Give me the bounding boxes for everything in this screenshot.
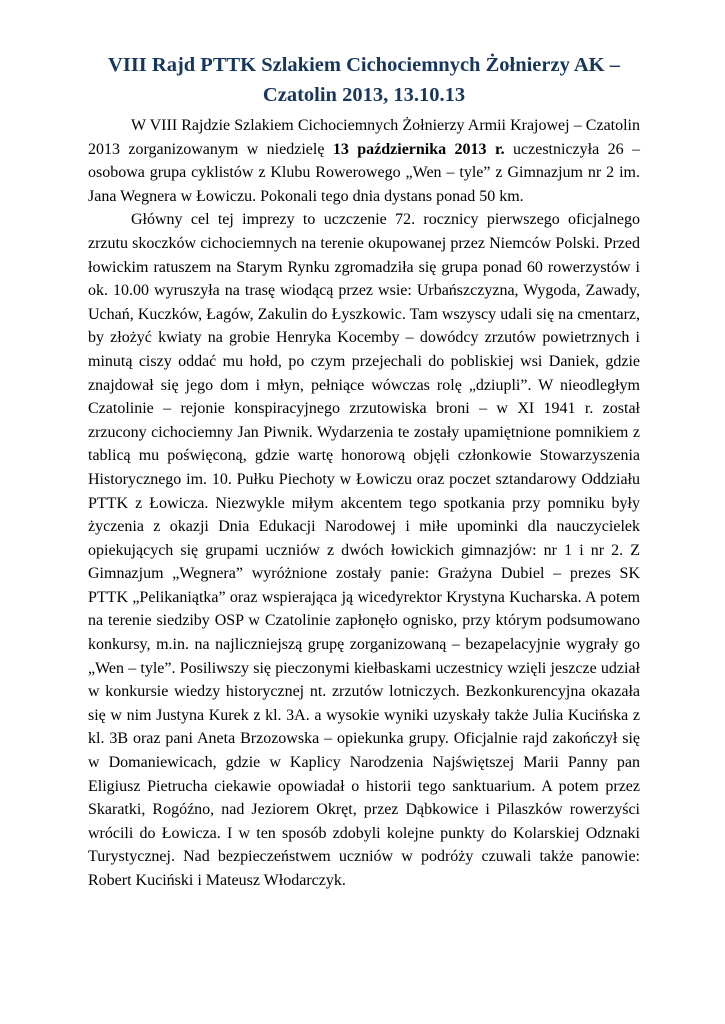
intro-text-start: W VIII Rajdzie Szlakiem Cichociemnych Żołnierzy Armii Krajowej – Czatolin 2013 zorganizowanym w niedzielę (88, 117, 640, 158)
title-line-2: Czatolin 2013, 13.10.13 (262, 84, 466, 106)
page-title (88, 50, 640, 110)
title-line-1: VIII Rajd PTTK Szlakiem Cichociemnych Żołnierzy AK – (108, 54, 620, 76)
paragraph-intro (88, 114, 640, 208)
paragraph-main: Główny cel tej imprezy to uczczenie 72. rocznicy pierwszego oficjalnego zrzutu skoczków cichociemnych na terenie okupowanej przez Niemców Polski. Przed łowickim ratuszem na Starym Rynku zgromadziła się grupa ponad 60 rowerzystów i ok. 10.00 wyruszyła na trasę wiodącą przez wsie: Urbańszczyzna, Wygoda, Zawady, Uchań, Kuczków, Łagów, Zakulin do Łyszkowic. Tam wszyscy udali się na cmentarz, by złożyć kwiaty na grobie Henryka Kocemby – dowódcy zrzutów powietrznych i minutą ciszy oddać mu hołd, po czym przejechali do pobliskiej wsi Daniek, gdzie znajdował się jego dom i młyn, pełniące wówczas rolę „dziupli”. W nieodległym Czatolinie – rejonie konspiracyjnego zrzutowiska broni – w XI 1941 r. został zrzucony cichociemny Jan Piwnik. Wydarzenia te zostały upamiętnione pomnikiem z tablicą mu poświęconą, gdzie wartę honorową objęli członkowie Stowarzyszenia Historycznego im. 10. Pułku Piechoty w Łowiczu oraz poczet sztandarowy Oddziału PTTK z Łowicza. Niezwykle miłym akcentem tego spotkania przy pomniku były życzenia z okazji Dnia Edukacji Narodowej i miłe upominki dla nauczycielek opiekujących się grupami uczniów z dwóch łowickich gimnazjów: nr 1 i nr 2. Z Gimnazjum „Wegnera” wyróżnione zostały panie: Grażyna Dubiel – prezes SK PTTK „Pelikaniątka” oraz wspierająca ją wicedyrektor Krystyna Kucharska. A potem na terenie siedziby OSP w Czatolinie zapłonęło ognisko, przy którym podsumowano konkursy, m.in. na najliczniejszą grupę zorganizowaną – bezapelacyjnie wygrały go „Wen – tyle”. Posiliwszy się pieczonymi kiełbaskami uczestnicy wzięli jeszcze udział w konkursie wiedzy historycznej nt. zrzutów lotniczych. Bezkonkurencyjna okazała się w nim Justyna Kurek z kl. 3A. a wysokie wyniki uzyskały także Julia Kucińska z kl. 3B oraz pani Aneta Brzozowska – opiekunka grupy. Oficjalnie rajd zakończył się w Domaniewicach, gdzie w Kaplicy Narodzenia Najświętszej Marii Panny pan Eligiusz Pietrucha ciekawie opowiadał o historii tego sanktuarium. A potem przez Skaratki, Rogóźno, nad Jeziorem Okręt, przez Dąbkowice i Pilaszków rowerzyści wrócili do Łowicza. I w ten sposób zdobyli kolejne punkty do Kolarskiej Odznaki Turystycznej. Nad bezpieczeństwem uczniów w podróży czuwali także panowie: Robert Kuciński i Mateusz Włodarczyk. (88, 211, 640, 889)
document-page (88, 50, 640, 893)
intro-text-end: uczestniczyła 26 – osobowa grupa cyklistów z Klubu Rowerowego „Wen – tyle” z Gimnazjum nr 2 im. Jana Wegnera w Łowiczu. Pokonali tego dnia dystans ponad 50 km. (88, 140, 641, 205)
event-date: 13 października 2013 r. (332, 140, 505, 158)
